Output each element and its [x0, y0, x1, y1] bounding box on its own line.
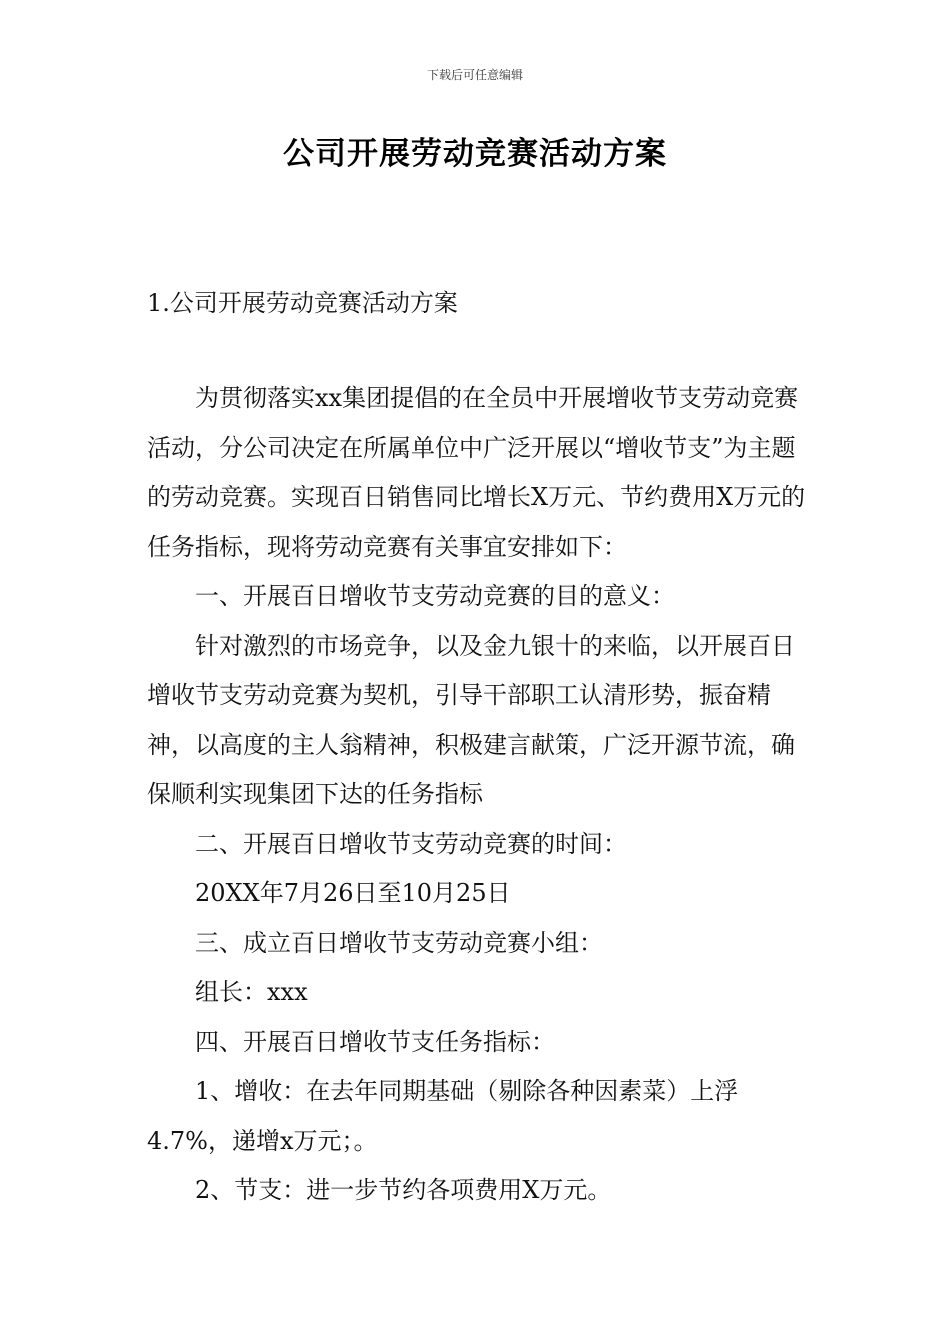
- target-increase-paragraph: 1、增收：在去年同期基础（剔除各种因素菜）上浮4.7%，递增x万元；。: [147, 1077, 739, 1155]
- purpose-paragraph: 针对激烈的市场竞争，以及金九银十的来临，以开展百日增收节支劳动竞赛为契机，引导干部职工认清形势，振奋精神，以高度的主人翁精神，积极建言献策，广泛开源节流，确保顺利实现集团下达的任务指标: [147, 631, 795, 808]
- header-note: 下载后可任意编辑: [426, 68, 523, 82]
- document-body: [147, 374, 817, 1216]
- heading-targets: 四、开展百日增收节支任务指标：: [195, 1027, 555, 1056]
- group-leader-paragraph: 组长：xxx: [195, 978, 308, 1006]
- heading-purpose: 一、开展百日增收节支劳动竞赛的目的意义：: [195, 582, 675, 610]
- heading-time: 二、开展百日增收节支劳动竞赛的时间：: [195, 829, 627, 858]
- intro-paragraph: 为贯彻落实xx集团提倡的在全员中开展增收节支劳动竞赛活动，分公司决定在所属单位中广泛开展以“增收节支”为主题的劳动竞赛。实现百日销售同比增长X万元、节约费用X万元的任务指标，现将劳动竞赛有关事宜安排如下：: [147, 384, 806, 561]
- time-paragraph: 20XX年7月26日至10月25日: [195, 879, 511, 907]
- heading-group: 三、成立百日增收节支劳动竞赛小组：: [195, 928, 603, 957]
- document-title: 公司开展劳动竞赛活动方案: [283, 136, 667, 172]
- target-saving-paragraph: 2、节支：进一步节约各项费用X万元。: [195, 1176, 612, 1204]
- section-heading: 1.公司开展劳动竞赛活动方案: [147, 289, 458, 317]
